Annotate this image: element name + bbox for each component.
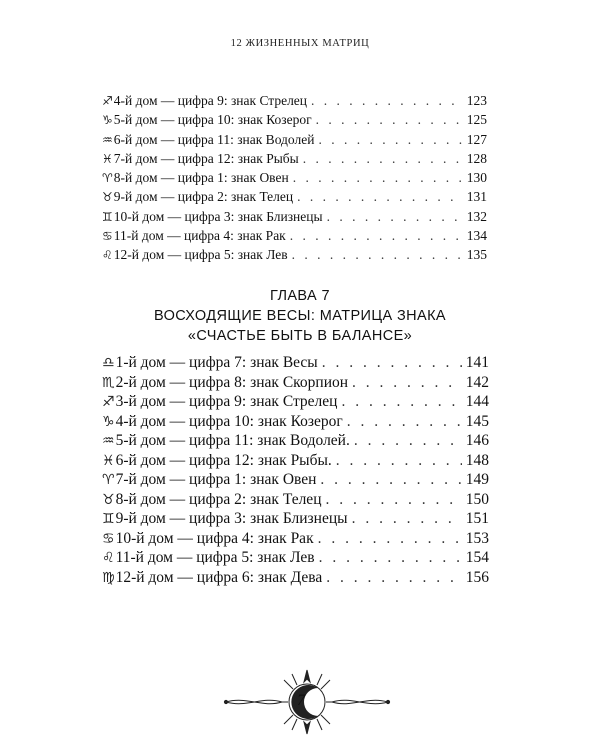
toc-page-number: 132	[466, 208, 487, 224]
dot-leader	[319, 549, 462, 567]
dot-leader	[318, 530, 462, 548]
toc-page-number: 154	[465, 549, 489, 566]
aries-icon: ♈	[102, 472, 115, 488]
toc-entry-text: 9-й дом — цифра 2: знак Телец	[113, 189, 294, 205]
toc-row[interactable]	[102, 393, 489, 413]
dot-leader	[336, 452, 462, 470]
toc-entry-text: 5-й дом — цифра 11: знак Водолей.	[115, 432, 350, 449]
toc-entry-text: 8-й дом — цифра 2: знак Телец	[115, 490, 322, 508]
chapter-heading	[0, 286, 600, 346]
toc-entry-text: 6-й дом — цифра 11: знак Водолей	[113, 131, 315, 147]
dot-leader	[311, 93, 463, 109]
toc-row[interactable]	[102, 112, 487, 131]
pisces-icon: ♓	[102, 151, 113, 166]
dot-leader	[347, 413, 462, 431]
capricorn-icon: ♑	[102, 113, 113, 128]
dot-leader	[354, 432, 462, 450]
toc-page-number: 130	[466, 170, 487, 186]
toc-page-number: 149	[465, 471, 489, 488]
toc-row[interactable]	[102, 209, 487, 228]
toc-row[interactable]	[102, 189, 487, 208]
toc-entry-text: 6-й дом — цифра 12: знак Рыбы.	[115, 451, 332, 469]
virgo-icon: ♍	[102, 569, 115, 586]
aquarius-icon: ♒	[102, 132, 113, 147]
dot-leader	[352, 374, 462, 392]
toc-page-number: 150	[465, 490, 489, 508]
toc-page-number: 144	[465, 393, 489, 410]
gemini-icon: ♊	[102, 511, 115, 527]
toc-page-number: 125	[466, 112, 487, 128]
toc-row[interactable]	[102, 132, 487, 151]
leo-icon: ♌	[102, 248, 113, 263]
toc-entry-text: 3-й дом — цифра 9: знак Стрелец	[115, 393, 338, 410]
toc-page-number: 146	[465, 432, 489, 449]
toc-page-number: 148	[465, 451, 489, 469]
running-header: 12 ЖИЗНЕННЫХ МАТРИЦ	[230, 38, 370, 49]
toc-page-number: 127	[466, 131, 487, 147]
dot-leader	[325, 491, 461, 509]
toc-entry-text: 10-й дом — цифра 4: знак Рак	[115, 529, 314, 547]
toc-entry-text: 7-й дом — цифра 12: знак Рыбы	[113, 150, 299, 166]
toc-page-number: 128	[466, 150, 487, 166]
sagittarius-icon: ♐	[102, 94, 113, 108]
toc-page-number: 156	[465, 568, 489, 586]
toc-row[interactable]	[102, 471, 489, 491]
dot-leader	[292, 247, 463, 263]
toc-row[interactable]	[102, 170, 487, 189]
toc-row[interactable]	[102, 228, 487, 247]
dot-leader	[326, 569, 462, 587]
scorpio-icon: ♏	[102, 374, 115, 391]
toc-entry-text: 4-й дом — цифра 10: знак Козерог	[115, 412, 343, 430]
dot-leader	[293, 170, 463, 186]
toc-entry-text: 1-й дом — цифра 7: знак Весы	[115, 354, 318, 371]
leo-icon: ♌	[102, 550, 115, 566]
toc-row[interactable]	[102, 569, 489, 589]
pisces-icon: ♓	[102, 452, 115, 469]
toc-entry-text: 11-й дом — цифра 5: знак Лев	[115, 549, 315, 566]
toc-row[interactable]	[102, 247, 487, 266]
gemini-icon: ♊	[102, 209, 113, 224]
dot-leader	[352, 510, 462, 528]
toc-entry-text: 10-й дом — цифра 3: знак Близнецы	[113, 208, 323, 224]
sagittarius-icon: ♐	[102, 394, 115, 410]
toc-page-number: 145	[465, 412, 489, 430]
toc-page-number: 141	[465, 354, 489, 371]
toc-entry-text: 8-й дом — цифра 1: знак Овен	[113, 170, 289, 186]
dot-leader	[320, 471, 461, 489]
toc-entry-text: 12-й дом — цифра 5: знак Лев	[113, 247, 288, 263]
toc-row[interactable]	[102, 452, 489, 472]
taurus-icon: ♉	[102, 190, 113, 205]
toc-row[interactable]	[102, 432, 489, 452]
chapter-label: ГЛАВА 7	[270, 288, 330, 304]
taurus-icon: ♉	[102, 491, 115, 508]
toc-row[interactable]	[102, 151, 487, 170]
dot-leader	[327, 209, 463, 225]
cancer-icon: ♋	[102, 530, 115, 547]
toc-entry-text: 9-й дом — цифра 3: знак Близнецы	[115, 510, 348, 527]
chapter-title-line1: ВОСХОДЯЩИЕ ВЕСЫ: МАТРИЦА ЗНАКА	[153, 308, 446, 324]
toc-row[interactable]	[102, 374, 489, 394]
toc-entry-text: 4-й дом — цифра 9: знак Стрелец	[113, 93, 308, 108]
dot-leader	[303, 151, 463, 167]
toc-entry-text: 7-й дом — цифра 1: знак Овен	[115, 471, 317, 488]
toc-row[interactable]	[102, 530, 489, 550]
dot-leader	[297, 189, 463, 205]
aquarius-icon: ♒	[102, 433, 115, 449]
toc-row[interactable]	[102, 510, 489, 530]
aries-icon: ♈	[102, 171, 113, 186]
toc-page-number: 142	[465, 373, 489, 391]
dot-leader	[318, 132, 462, 148]
page-number: 7	[297, 692, 305, 709]
chapter-title-line2: «СЧАСТЬЕ БЫТЬ В БАЛАНСЕ»	[187, 328, 413, 344]
toc-page-number: 153	[465, 529, 489, 547]
toc-row[interactable]	[102, 549, 489, 569]
toc-entry-text: 12-й дом — цифра 6: знак Дева	[115, 568, 323, 586]
dot-leader	[341, 393, 461, 411]
libra-icon: ♎	[102, 355, 115, 371]
toc-list-part1	[102, 93, 487, 267]
toc-row[interactable]	[102, 93, 487, 112]
toc-entry-text: 5-й дом — цифра 10: знак Козерог	[113, 112, 312, 128]
toc-entry-text: 11-й дом — цифра 4: знак Рак	[113, 228, 286, 244]
dot-leader	[290, 228, 463, 244]
toc-page-number: 151	[465, 510, 489, 527]
toc-row[interactable]	[102, 354, 489, 374]
toc-list-part2	[102, 354, 489, 588]
toc-page-number: 135	[466, 247, 487, 263]
toc-row[interactable]	[102, 491, 489, 511]
cancer-icon: ♋	[102, 229, 113, 244]
capricorn-icon: ♑	[102, 413, 115, 430]
toc-page-number: 134	[466, 228, 487, 244]
toc-entry-text: 2-й дом — цифра 8: знак Скорпион	[115, 373, 349, 391]
dot-leader	[316, 112, 463, 128]
toc-row[interactable]	[102, 413, 489, 433]
toc-page-number: 131	[466, 189, 487, 205]
dot-leader	[322, 354, 462, 372]
toc-page-number: 123	[466, 93, 487, 108]
